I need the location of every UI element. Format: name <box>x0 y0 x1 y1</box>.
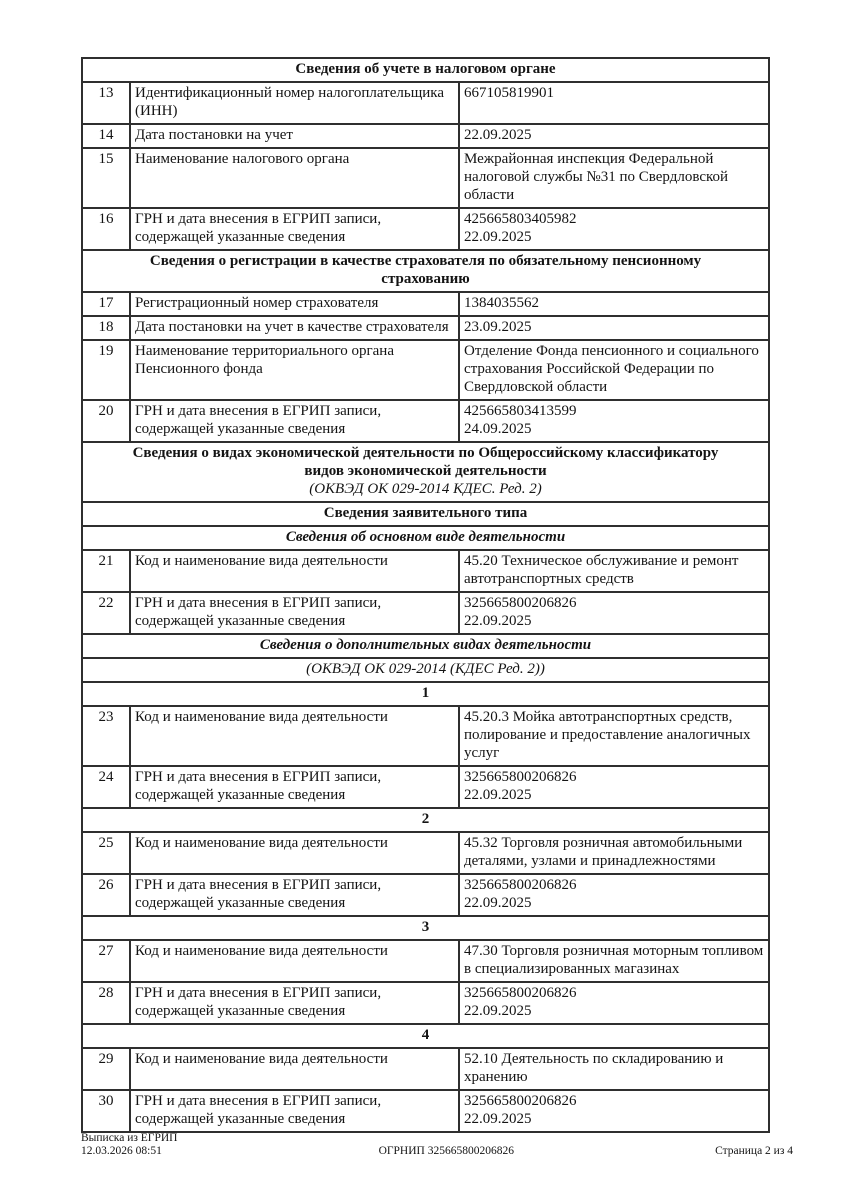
row-value-cell <box>459 982 769 1024</box>
data-row <box>82 340 769 400</box>
row-value-cell <box>459 1090 769 1132</box>
row-value-line: 45.32 Торговля розничная автомобильными деталями, узлами и принадлежностями <box>464 835 743 869</box>
row-value-line: 45.20 Техническое обслуживание и ремонт автотранспортных средств <box>464 553 739 587</box>
footer-ogrnip: ОГРНИП 325665800206826 <box>378 1145 514 1157</box>
row-number-cell: 18 <box>82 316 130 340</box>
data-row <box>82 982 769 1024</box>
row-value-line: 325665800206826 <box>464 985 577 1001</box>
row-label-line: Дата постановки на учет в качестве страхователя <box>135 319 449 335</box>
row-number-cell: 16 <box>82 208 130 250</box>
egrip-table-body <box>82 58 769 1132</box>
row-value-line: 22.09.2025 <box>464 787 532 803</box>
section-header-line: (ОКВЭД ОК 029-2014 (КДЕС Ред. 2)) <box>306 661 545 677</box>
section-row <box>82 250 769 292</box>
row-label-line: Дата постановки на учет <box>135 127 293 143</box>
row-value-line: Отделение Фонда пенсионного и социального страхования Российской Федерации по Свердловской области <box>464 343 759 395</box>
row-value-cell <box>459 316 769 340</box>
row-value-line: 1384035562 <box>464 295 539 311</box>
data-row <box>82 82 769 124</box>
row-label-cell <box>130 592 459 634</box>
section-header-cell <box>82 1024 769 1048</box>
row-label-line: Наименование территориального органа Пенсионного фонда <box>135 343 394 377</box>
row-value-line: 22.09.2025 <box>464 1111 532 1127</box>
row-label-cell <box>130 982 459 1024</box>
row-label-cell <box>130 400 459 442</box>
data-row <box>82 874 769 916</box>
row-value-line: 22.09.2025 <box>464 127 532 143</box>
row-number-cell: 13 <box>82 82 130 124</box>
row-number-cell: 19 <box>82 340 130 400</box>
row-value-line: 425665803413599 <box>464 403 577 419</box>
section-header-line: Сведения о дополнительных видах деятельности <box>259 637 592 653</box>
row-label-cell <box>130 940 459 982</box>
row-number-cell: 20 <box>82 400 130 442</box>
row-value-line: 52.10 Деятельность по складированию и хранению <box>464 1051 724 1085</box>
row-label-cell <box>130 1048 459 1090</box>
row-value-cell <box>459 148 769 208</box>
section-header-line: (ОКВЭД ОК 029-2014 КДЕС. Ред. 2) <box>309 481 542 497</box>
data-row <box>82 940 769 982</box>
row-value-cell <box>459 706 769 766</box>
row-label-line: Код и наименование вида деятельности <box>135 553 388 569</box>
row-value-line: 23.09.2025 <box>464 319 532 335</box>
row-value-cell <box>459 124 769 148</box>
row-value-line: 325665800206826 <box>464 1093 577 1109</box>
section-header-line: Сведения о регистрации в качестве страхователя по обязательному пенсионному <box>149 253 702 269</box>
row-value-cell <box>459 292 769 316</box>
row-label-line: ГРН и дата внесения в ЕГРИП записи, содержащей указанные сведения <box>135 985 382 1019</box>
data-row <box>82 592 769 634</box>
section-header-line: страхованию <box>381 271 470 287</box>
footer-datetime: 12.03.2026 08:51 <box>81 1145 162 1157</box>
row-value-line: 47.30 Торговля розничная моторным топливом в специализированных магазинах <box>464 943 764 977</box>
row-label-cell <box>130 148 459 208</box>
row-value-line: 22.09.2025 <box>464 613 532 629</box>
section-header-line: видов экономической деятельности <box>304 463 547 479</box>
section-header-line: Сведения о видах экономической деятельности по Общероссийскому классификатору <box>132 445 719 461</box>
row-label-line: Код и наименование вида деятельности <box>135 943 388 959</box>
row-value-cell <box>459 592 769 634</box>
row-value-line: 325665800206826 <box>464 769 577 785</box>
row-label-cell <box>130 550 459 592</box>
row-label-cell <box>130 292 459 316</box>
section-header-cell <box>82 502 769 526</box>
footer-extract-label: Выписка из ЕГРИП <box>81 1132 178 1144</box>
row-number-cell: 15 <box>82 148 130 208</box>
data-row <box>82 832 769 874</box>
row-label-line: Идентификационный номер налогоплательщика (ИНН) <box>135 85 445 119</box>
data-row <box>82 292 769 316</box>
row-label-line: ГРН и дата внесения в ЕГРИП записи, содержащей указанные сведения <box>135 211 382 245</box>
data-row <box>82 1090 769 1132</box>
row-label-cell <box>130 1090 459 1132</box>
row-number-cell: 22 <box>82 592 130 634</box>
data-row <box>82 124 769 148</box>
row-value-cell <box>459 82 769 124</box>
row-number-cell: 27 <box>82 940 130 982</box>
row-number-cell: 21 <box>82 550 130 592</box>
row-label-cell <box>130 124 459 148</box>
data-row <box>82 550 769 592</box>
row-value-line: 22.09.2025 <box>464 229 532 245</box>
row-value-cell <box>459 550 769 592</box>
row-label-cell <box>130 340 459 400</box>
section-row <box>82 442 769 502</box>
egrip-table <box>81 57 770 1133</box>
row-value-line: 325665800206826 <box>464 595 577 611</box>
row-value-line: 24.09.2025 <box>464 421 532 437</box>
row-number-cell: 26 <box>82 874 130 916</box>
section-header-line: 3 <box>421 919 430 935</box>
section-header-cell <box>82 250 769 292</box>
section-header-line: Сведения заявительного типа <box>323 505 528 521</box>
row-value-line: 45.20.3 Мойка автотранспортных средств, полирование и предоставление аналогичных услуг <box>464 709 751 761</box>
row-label-cell <box>130 874 459 916</box>
row-number-cell: 25 <box>82 832 130 874</box>
row-number-cell: 30 <box>82 1090 130 1132</box>
row-number-cell: 14 <box>82 124 130 148</box>
row-value-cell <box>459 400 769 442</box>
data-row <box>82 400 769 442</box>
section-row <box>82 634 769 658</box>
section-header-cell <box>82 808 769 832</box>
row-label-line: ГРН и дата внесения в ЕГРИП записи, содержащей указанные сведения <box>135 595 382 629</box>
row-label-line: Наименование налогового органа <box>135 151 350 167</box>
row-label-cell <box>130 316 459 340</box>
row-value-cell <box>459 208 769 250</box>
section-row <box>82 916 769 940</box>
data-row <box>82 208 769 250</box>
section-header-line: 2 <box>421 811 430 827</box>
row-value-line: 425665803405982 <box>464 211 577 227</box>
row-label-cell <box>130 706 459 766</box>
section-header-cell <box>82 58 769 82</box>
section-header-line: Сведения об учете в налоговом органе <box>295 61 556 77</box>
row-value-cell <box>459 940 769 982</box>
row-value-line: Межрайонная инспекция Федеральной налоговой службы №31 по Свердловской области <box>464 151 729 203</box>
row-number-cell: 23 <box>82 706 130 766</box>
row-label-line: ГРН и дата внесения в ЕГРИП записи, содержащей указанные сведения <box>135 1093 382 1127</box>
row-number-cell: 29 <box>82 1048 130 1090</box>
row-number-cell: 24 <box>82 766 130 808</box>
row-value-line: 667105819901 <box>464 85 554 101</box>
row-label-line: ГРН и дата внесения в ЕГРИП записи, содержащей указанные сведения <box>135 403 382 437</box>
row-value-line: 22.09.2025 <box>464 1003 532 1019</box>
row-label-line: ГРН и дата внесения в ЕГРИП записи, содержащей указанные сведения <box>135 877 382 911</box>
section-header-cell <box>82 682 769 706</box>
data-row <box>82 1048 769 1090</box>
row-value-cell <box>459 1048 769 1090</box>
section-row <box>82 682 769 706</box>
row-label-line: Код и наименование вида деятельности <box>135 709 388 725</box>
row-label-cell <box>130 832 459 874</box>
row-value-line: 22.09.2025 <box>464 895 532 911</box>
section-header-cell <box>82 916 769 940</box>
section-row <box>82 526 769 550</box>
row-number-cell: 28 <box>82 982 130 1024</box>
data-row <box>82 148 769 208</box>
section-header-line: Сведения об основном виде деятельности <box>285 529 566 545</box>
section-header-cell <box>82 526 769 550</box>
section-row <box>82 808 769 832</box>
row-label-cell <box>130 766 459 808</box>
row-label-line: ГРН и дата внесения в ЕГРИП записи, содержащей указанные сведения <box>135 769 382 803</box>
section-header-line: 4 <box>421 1027 430 1043</box>
section-row <box>82 502 769 526</box>
row-number-cell: 17 <box>82 292 130 316</box>
row-label-cell <box>130 208 459 250</box>
section-row <box>82 1024 769 1048</box>
section-row <box>82 658 769 682</box>
section-header-cell <box>82 442 769 502</box>
footer-page-number: Страница 2 из 4 <box>715 1145 793 1157</box>
data-row <box>82 316 769 340</box>
row-value-cell <box>459 832 769 874</box>
data-row <box>82 706 769 766</box>
section-header-cell <box>82 634 769 658</box>
section-header-line: 1 <box>421 685 430 701</box>
data-row <box>82 766 769 808</box>
page-footer <box>81 1132 793 1158</box>
section-row <box>82 58 769 82</box>
footer-left-block <box>81 1132 177 1158</box>
row-label-line: Код и наименование вида деятельности <box>135 1051 388 1067</box>
row-value-cell <box>459 340 769 400</box>
row-label-line: Код и наименование вида деятельности <box>135 835 388 851</box>
row-value-cell <box>459 874 769 916</box>
row-value-line: 325665800206826 <box>464 877 577 893</box>
section-header-cell <box>82 658 769 682</box>
row-label-line: Регистрационный номер страхователя <box>135 295 379 311</box>
row-value-cell <box>459 766 769 808</box>
row-label-cell <box>130 82 459 124</box>
